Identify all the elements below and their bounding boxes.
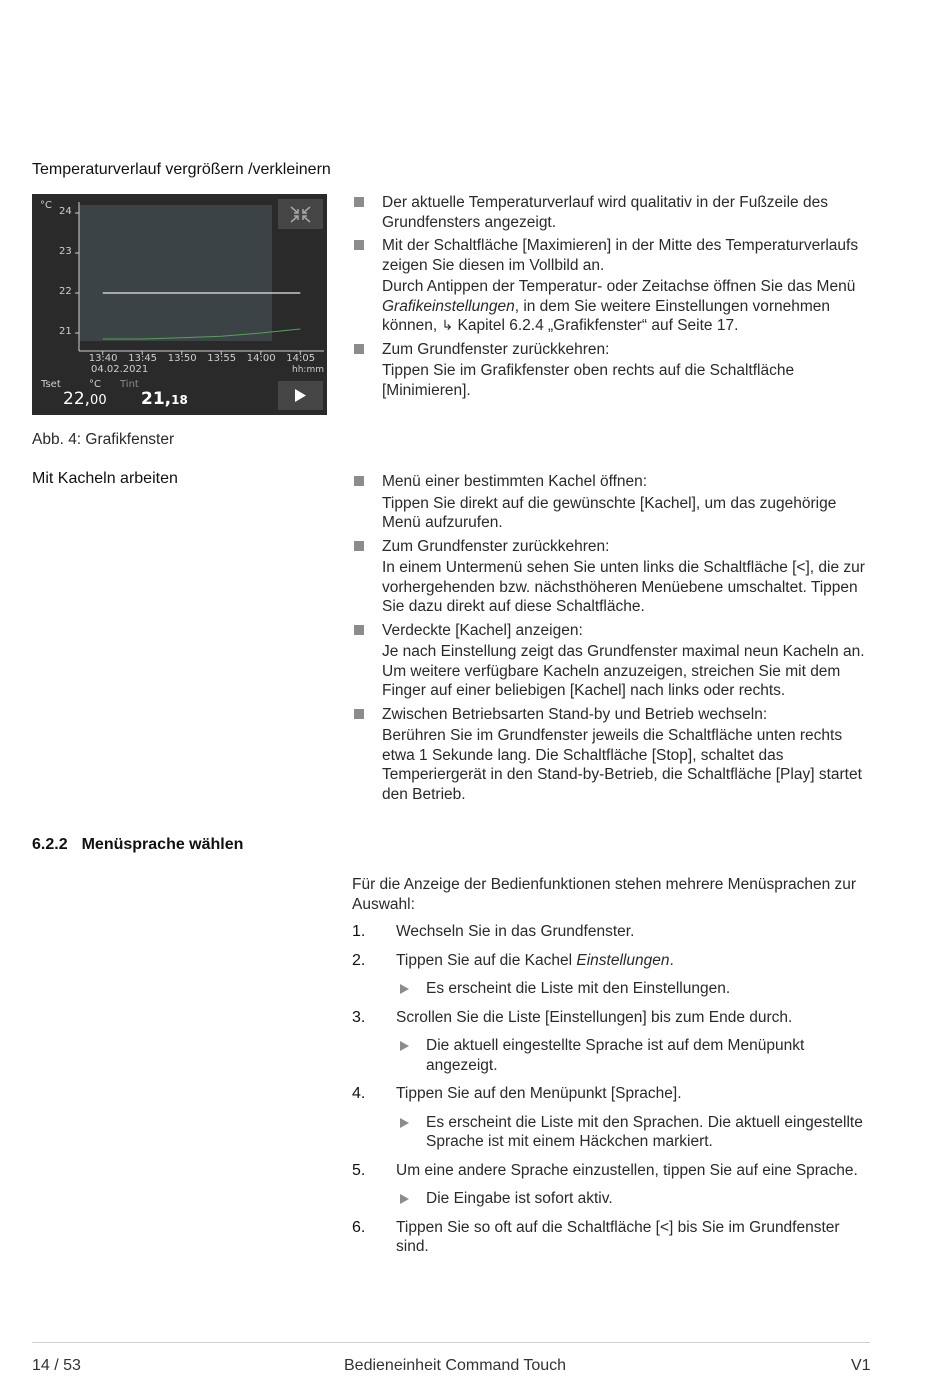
step-number: 1. bbox=[352, 923, 366, 940]
x-tick-label: 13:50 bbox=[167, 353, 197, 364]
x-tick-label: 14:05 bbox=[286, 353, 316, 364]
tset-value-int: 22, bbox=[63, 389, 91, 409]
arrow-link-icon: ↳ bbox=[441, 317, 454, 333]
step-text: Wechseln Sie in das Grundfenster. bbox=[396, 923, 635, 940]
step-item bbox=[352, 1218, 872, 1257]
result-arrow-icon bbox=[400, 1041, 409, 1051]
result-text: Die Eingabe ist sofort aktiv. bbox=[426, 1190, 613, 1207]
y-tick-label: 23 bbox=[59, 246, 72, 257]
para-text: , in dem Sie weitere Einstellungen vornehmen können, bbox=[382, 297, 831, 334]
page-number: 14 / 53 bbox=[32, 1357, 81, 1374]
tset-label: Tset bbox=[41, 379, 61, 390]
document-title: Bedieneinheit Command Touch bbox=[344, 1357, 567, 1374]
step-item bbox=[352, 1161, 872, 1209]
bullet-paragraph: Berühren Sie im Grundfenster jeweils die Schaltfläche unten rechts etwa 1 Sekunde lang. Die Schaltfläche [Stop], schaltet das Temperiergerät in den Stand-by-Betrieb, die Schaltfläche [Play] startet den Betrieb. bbox=[382, 727, 862, 803]
list-item bbox=[352, 236, 872, 336]
list-item bbox=[352, 472, 872, 533]
step-emphasis: Einstellungen bbox=[576, 951, 670, 969]
bullet-square-icon bbox=[354, 709, 364, 719]
tset-value-dec: 00 bbox=[90, 393, 107, 408]
plot-area bbox=[79, 205, 272, 341]
chart-date: 04.02.2021 bbox=[91, 364, 149, 375]
x-tick-label: 13:55 bbox=[207, 353, 237, 364]
graph-bullet-list bbox=[352, 193, 872, 404]
bullet-text: Mit der Schaltfläche [Maximieren] in der Mitte des Temperaturverlaufs zeigen Sie diesen im Vollbild an. bbox=[382, 237, 859, 274]
step-result bbox=[396, 1113, 872, 1152]
play-button[interactable] bbox=[278, 381, 323, 410]
list-item bbox=[352, 340, 872, 401]
step-text: Um eine andere Sprache einzustellen, tippen Sie auf eine Sprache. bbox=[396, 1161, 858, 1179]
play-icon bbox=[278, 381, 323, 410]
section-heading-language bbox=[32, 836, 243, 854]
y-tick-label: 22 bbox=[59, 286, 72, 297]
minimize-button[interactable] bbox=[278, 199, 323, 229]
list-item bbox=[352, 193, 872, 232]
tset-value bbox=[63, 389, 107, 409]
result-arrow-icon bbox=[400, 1194, 409, 1204]
tint-label: Tint bbox=[120, 379, 139, 390]
bullet-text: Der aktuelle Temperaturverlauf wird qualitativ in der Fußzeile des Grundfensters angezeigt. bbox=[382, 194, 828, 231]
section-title: Menüsprache wählen bbox=[81, 836, 244, 853]
tint-value-int: 21, bbox=[141, 389, 172, 409]
bullet-square-icon bbox=[354, 240, 364, 250]
y-tick-label: 24 bbox=[59, 206, 72, 217]
bullet-square-icon bbox=[354, 344, 364, 354]
step-number: 4. bbox=[352, 1085, 366, 1102]
y-tick-label: 21 bbox=[59, 326, 72, 337]
graph-window-screenshot bbox=[32, 194, 327, 415]
tiles-bullet-list bbox=[352, 472, 872, 808]
step-text: Tippen Sie so oft auf die Schaltfläche [<] bis Sie im Grundfenster sind. bbox=[396, 1218, 840, 1255]
step-number: 3. bbox=[352, 1008, 366, 1026]
x-tick-label: 14:00 bbox=[246, 353, 276, 364]
tset-unit: °C bbox=[89, 379, 101, 390]
bullet-paragraph: Tippen Sie im Grafikfenster oben rechts auf die Schaltfläche [Minimieren]. bbox=[382, 362, 795, 399]
result-text: Es erscheint die Liste mit den Sprachen. Die aktuell eingestellte Sprache ist mit einem Häckchen markiert. bbox=[426, 1113, 863, 1150]
step-result bbox=[396, 979, 872, 999]
bullet-square-icon bbox=[354, 625, 364, 635]
step-text: Tippen Sie auf den Menüpunkt [Sprache]. bbox=[396, 1085, 682, 1102]
para-text: Durch Antippen der Temperatur- oder Zeitachse öffnen Sie das Menü bbox=[382, 278, 856, 295]
section-heading-tiles: Mit Kacheln arbeiten bbox=[32, 470, 178, 487]
bullet-paragraph: Tippen Sie direkt auf die gewünschte [Kachel], um das zugehörige Menü aufzurufen. bbox=[382, 494, 837, 531]
list-item bbox=[352, 537, 872, 617]
list-item bbox=[352, 621, 872, 701]
footer-divider bbox=[32, 1342, 870, 1343]
x-axis-unit: hh:mm bbox=[292, 365, 324, 375]
x-tick-label: 13:45 bbox=[128, 353, 158, 364]
bullet-paragraph: In einem Untermenü sehen Sie unten links die Schaltfläche [<], die zur vorhergehenden bzw. nächsthöheren Menüebene umschaltet. Tippen Sie dazu direkt auf diese Schaltfläche. bbox=[382, 559, 865, 615]
bullet-text: Zum Grundfenster zurückkehren: bbox=[382, 537, 610, 555]
bullet-square-icon bbox=[354, 541, 364, 551]
step-result bbox=[396, 1036, 872, 1075]
language-steps bbox=[352, 922, 872, 1266]
section-heading-graph: Temperaturverlauf vergrößern /verkleinern bbox=[32, 161, 331, 178]
step-text: Scrollen Sie die Liste [Einstellungen] bis zum Ende durch. bbox=[396, 1008, 793, 1026]
bullet-text: Menü einer bestimmten Kachel öffnen: bbox=[382, 473, 648, 490]
bullet-paragraph bbox=[382, 277, 872, 336]
result-arrow-icon bbox=[400, 1118, 409, 1128]
step-item bbox=[352, 1084, 872, 1152]
language-intro: Für die Anzeige der Bedienfunktionen stehen mehrere Menüsprachen zur Auswahl: bbox=[352, 876, 857, 913]
bullet-paragraph: Je nach Einstellung zeigt das Grundfenster maximal neun Kacheln an. Um weitere verfügbare Kacheln anzuzeigen, streichen Sie mit dem Finger auf einer beliebigen [Kachel] nach links oder rechts. bbox=[382, 643, 865, 699]
bullet-text: Verdeckte [Kachel] anzeigen: bbox=[382, 621, 583, 639]
bullet-text: Zum Grundfenster zurückkehren: bbox=[382, 340, 610, 358]
step-item bbox=[352, 922, 872, 942]
step-number: 2. bbox=[352, 951, 366, 969]
para-emphasis: Grafikeinstellungen bbox=[382, 297, 515, 315]
bullet-square-icon bbox=[354, 476, 364, 486]
tint-value-dec: 18 bbox=[171, 393, 188, 407]
step-result bbox=[396, 1189, 872, 1209]
chapter-link-text[interactable]: Kapitel 6.2.4 „Grafikfenster“ auf Seite 17. bbox=[457, 317, 739, 334]
document-version: V1 bbox=[851, 1357, 871, 1374]
section-number: 6.2.2 bbox=[32, 836, 68, 853]
step-number: 5. bbox=[352, 1161, 366, 1179]
list-item bbox=[352, 705, 872, 805]
step-number: 6. bbox=[352, 1218, 366, 1236]
bullet-square-icon bbox=[354, 197, 364, 207]
chapter-link[interactable] bbox=[441, 317, 738, 334]
bullet-text: Zwischen Betriebsarten Stand-by und Betrieb wechseln: bbox=[382, 705, 768, 723]
step-text: Tippen Sie auf die Kachel bbox=[396, 951, 577, 969]
y-axis-unit: °C bbox=[40, 200, 52, 211]
result-text: Es erscheint die Liste mit den Einstellungen. bbox=[426, 980, 731, 997]
result-arrow-icon bbox=[400, 984, 409, 994]
minimize-arrows-icon bbox=[278, 199, 323, 229]
step-item bbox=[352, 1008, 872, 1076]
result-text: Die aktuell eingestellte Sprache ist auf dem Menüpunkt angezeigt. bbox=[426, 1037, 805, 1074]
x-tick-label: 13:40 bbox=[88, 353, 118, 364]
step-item bbox=[352, 951, 872, 999]
figure-caption: Abb. 4: Grafikfenster bbox=[32, 431, 175, 448]
step-text: . bbox=[669, 951, 674, 969]
tint-value bbox=[141, 389, 188, 409]
